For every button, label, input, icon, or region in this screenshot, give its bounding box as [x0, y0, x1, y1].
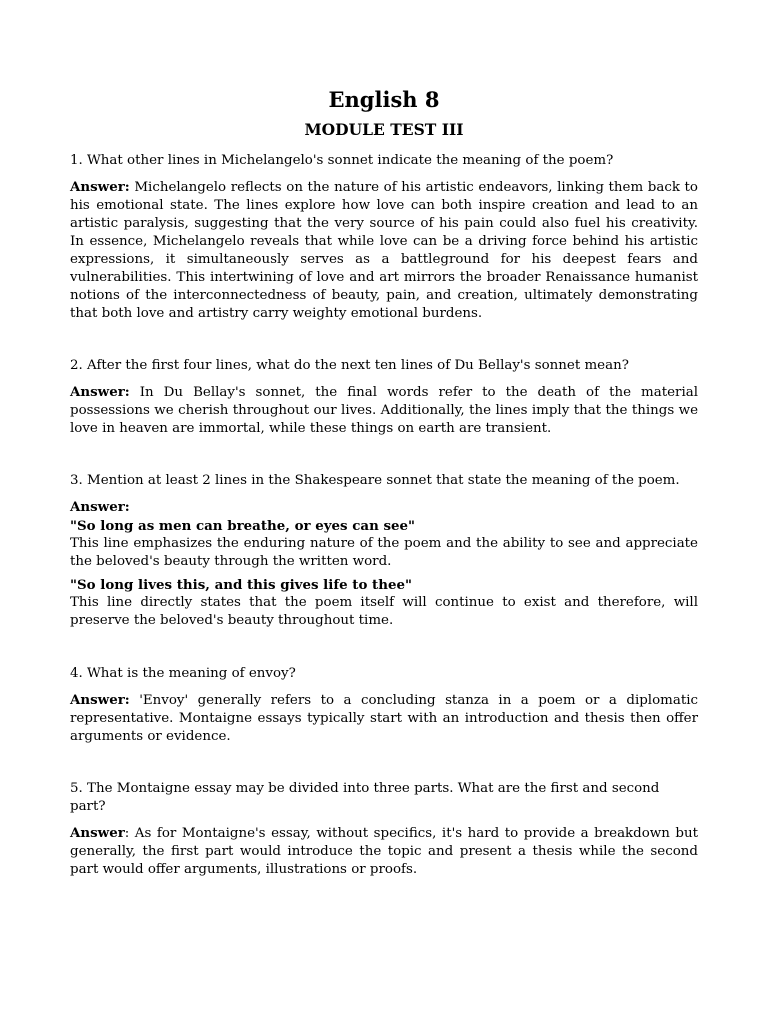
answer-text	[70, 383, 698, 438]
answer-text	[70, 498, 698, 517]
question-block-2	[70, 357, 698, 438]
answer-label: Answer:	[70, 384, 130, 400]
question-block-5	[70, 780, 698, 879]
answer-body: In Du Bellay's sonnet, the final words refer to the death of the material possessions we cherish throughout our lives. Additionally, the lines imply that the things we love in heaven are immortal, while these things on earth are transient.	[70, 385, 698, 436]
answer-label: Answer:	[70, 179, 130, 195]
question-text: 3. Mention at least 2 lines in the Shakespeare sonnet that state the meaning of the poem.	[70, 473, 680, 488]
sonnet-quote: "So long lives this, and this gives life to thee"	[70, 577, 412, 593]
page-title: English 8	[328, 87, 440, 112]
answer-text	[70, 824, 698, 879]
answer-text	[70, 178, 698, 323]
answer-body: Michelangelo reflects on the nature of his artistic endeavors, linking them back to his emotional state. The lines explore how love can both inspire creation and lead to an artistic paralysis, suggesting that the very source of his pain could also fuel his creativity. In essence, Michelangelo reveals that while love can be a driving force behind his artistic expressions, it simultaneously serves as a battleground for his deepest fears and vulnerabilities. This intertwining of love and art mirrors the broader Renaissance humanist notions of the interconnectedness of beauty, pain, and creation, ultimately demonstrating that both love and artistry carry weighty emotional burdens.	[70, 180, 698, 321]
answer-body: : As for Montaigne's essay, without specifics, it's hard to provide a breakdown but generally, the first part would introduce the topic and present a thesis while the second part would offer arguments, illustrations or proofs.	[70, 826, 698, 877]
answer-label: Answer:	[70, 692, 130, 708]
answer-label: Answer	[70, 825, 125, 841]
question-text: 4. What is the meaning of envoy?	[70, 666, 296, 681]
page-subtitle: MODULE TEST III	[304, 120, 464, 139]
question-text: 2. After the first four lines, what do the next ten lines of Du Bellay's sonnet mean?	[70, 358, 629, 373]
answer-label: Answer:	[70, 499, 130, 515]
question-text: 1. What other lines in Michelangelo's sonnet indicate the meaning of the poem?	[70, 153, 614, 168]
sonnet-quote: "So long as men can breathe, or eyes can see"	[70, 518, 416, 534]
question-block-1	[70, 152, 698, 323]
answer-body: 'Envoy' generally refers to a concluding stanza in a poem or a diplomatic representative. Montaigne essays typically start with an introduction and thesis then offer arguments or evidence.	[70, 693, 698, 744]
quote-explanation: This line emphasizes the enduring nature of the poem and the ability to see and appreciate the beloved's beauty through the written word.	[70, 536, 698, 569]
question-block-4	[70, 665, 698, 746]
question-text: 5. The Montaigne essay may be divided into three parts. What are the first and second part?	[70, 781, 660, 814]
question-block-3	[70, 472, 698, 630]
quote-explanation: This line directly states that the poem itself will continue to exist and therefore, will preserve the beloved's beauty throughout time.	[70, 595, 698, 628]
answer-text	[70, 691, 698, 746]
